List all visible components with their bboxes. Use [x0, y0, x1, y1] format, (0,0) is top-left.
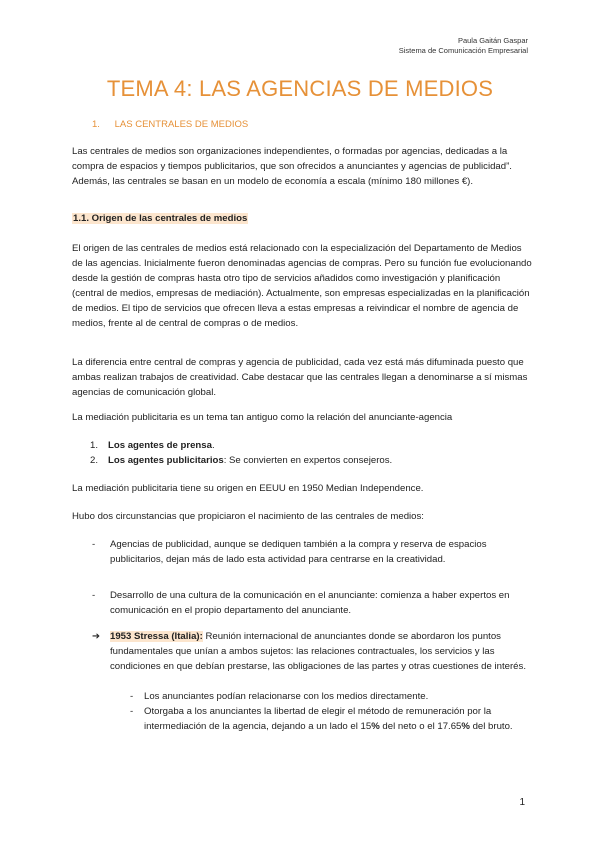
subdash-part: Otorgaba a los anunciantes la libertad de elegir el método de remuneración por la intermediación de la agencia, dejando a un lado el 15: [144, 706, 492, 732]
dash-marker: -: [92, 539, 96, 550]
page-number: 1: [519, 797, 525, 808]
arrow-text: [110, 629, 532, 674]
section-label: LAS CENTRALES DE MEDIOS: [114, 119, 249, 130]
section-heading: [92, 119, 248, 130]
dash-text: Agencias de publicidad, aunque se dediquen también a la compra y reserva de espacios publicitarios, dejan más de lado esta actividad para centrarse en la creatividad.: [110, 539, 487, 565]
dash-item: [92, 588, 532, 618]
subdash-text: [144, 704, 530, 734]
dash-text: Desarrollo de una cultura de la comunicación en el anunciante: comienza a haber expertos en comunicación en el propio departamento del anunciante.: [110, 590, 510, 616]
subdash-item: [130, 704, 530, 734]
subdash-part: del bruto.: [469, 721, 513, 732]
list-rest: .: [211, 440, 215, 451]
section-number: 1.: [92, 119, 100, 130]
list-bold: Los agentes publicitarios: [108, 455, 224, 466]
page-title: TEMA 4: LAS AGENCIAS DE MEDIOS: [106, 76, 494, 101]
subdash-part: del neto o el 17.65: [379, 721, 462, 732]
arrow-right-icon: ➔: [92, 631, 101, 642]
dash-marker: -: [92, 590, 96, 601]
arrow-body: Reunión internacional de anunciantes donde se abordaron los puntos fundamentales que unían a ambos sujetos: las relaciones contractuales, los servicios y las condiciones en que debían prestarse, las obligaciones de las partes y otras cuestiones de interés.: [110, 631, 526, 672]
list-rest: : Se convierten en expertos consejeros.: [223, 455, 393, 466]
paragraph-intro: Las centrales de medios son organizaciones independientes, o formadas por agencias, dedicadas a la compra de espacios y tiempos publicitarios, que son ofrecidos a anunciantes y agencias de publicidad”. Además, las centrales se basan en un modelo de economía a escala (mínimo 180 millones €).: [72, 146, 512, 187]
list-number: 2.: [90, 455, 99, 466]
dash-item: [92, 537, 532, 567]
header-subject: Sistema de Comunicación Empresarial: [398, 46, 528, 55]
dash-marker: -: [130, 706, 134, 717]
list-bold: Los agentes de prensa: [108, 440, 212, 451]
paragraph-origin: El origen de las centrales de medios está relacionado con la especialización del Departamento de Medios de las agencias. Inicialmente fueron denominadas agencias de compras. Pero su función fue evolucionando desde la gestión de compras hasta otro tipo de servicios añadidos como investigación y planificación (central de medios, empresas de mediación). Actualmente, son empresas especializadas en la planificación de medios. El tipo de servicios que ofrecen lleva a estas empresas a reivindicar el nombre de agencia de medios, frente al de central de compras o de medios.: [72, 243, 532, 329]
list-number: 1.: [90, 440, 99, 451]
subdash-bold: %: [461, 721, 470, 732]
arrow-item: [92, 629, 532, 674]
subdash-item: [130, 689, 530, 704]
paragraph-origin-eeuu: La mediación publicitaria tiene su origen en EEUU en 1950 Median Independence.: [72, 483, 424, 494]
list-item: [90, 453, 392, 468]
arrow-highlight: 1953 Stressa (Italia):: [110, 631, 203, 642]
list-item: [90, 438, 215, 453]
subdash-text: Los anunciantes podían relacionarse con los medios directamente.: [144, 691, 429, 702]
dash-marker: -: [130, 691, 134, 702]
paragraph-mediation: La mediación publicitaria es un tema tan antiguo como la relación del anunciante-agencia: [72, 412, 453, 423]
subsection-heading: 1.1. Origen de las centrales de medios: [73, 213, 248, 224]
subdash-bold: %: [371, 721, 380, 732]
header-author: Paula Gaitán Gaspar: [457, 36, 528, 45]
paragraph-circumstances: Hubo dos circunstancias que propiciaron el nacimiento de las centrales de medios:: [72, 511, 424, 522]
paragraph-difference: La diferencia entre central de compras y agencia de publicidad, cada vez está más difuminada puesto que ambas realizan trabajos de creatividad. Cabe destacar que las centrales llegan a denominarse a sí mismas agencias de comunicación global.: [72, 357, 528, 398]
page-header: [399, 36, 528, 56]
